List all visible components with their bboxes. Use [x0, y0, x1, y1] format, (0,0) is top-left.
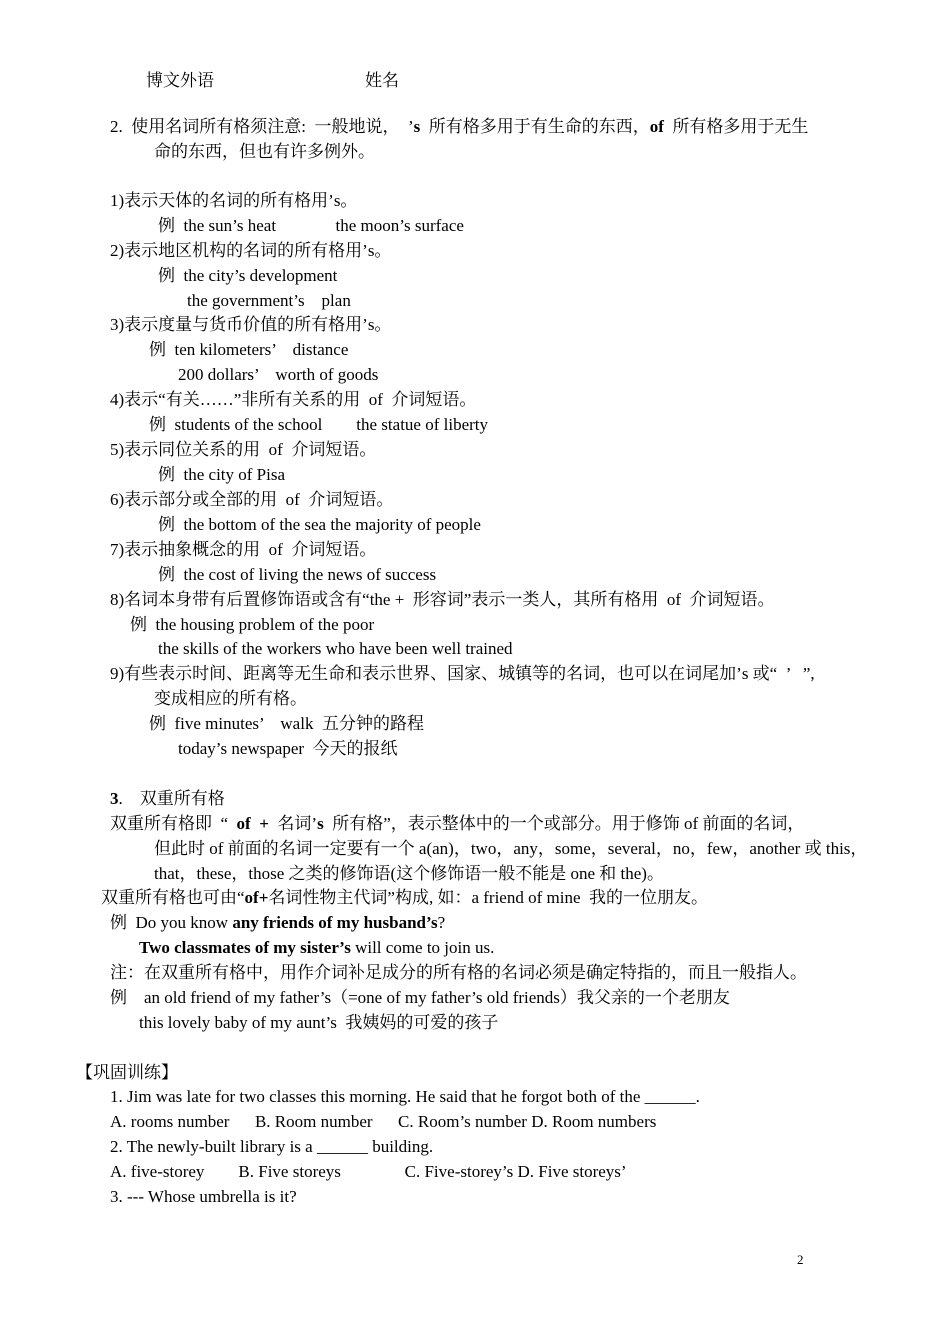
- rule-9-line2: 变成相应的所有格。: [154, 689, 307, 708]
- example1-bold: any friends of my husband’s: [232, 913, 438, 932]
- section3-para1-line2: 但此时 of 前面的名词一定要有一个 a(an)，two，any，some，several，no，few，another 或 this，: [154, 839, 868, 858]
- rule-7-example: 例 the cost of living the news of success: [158, 565, 437, 584]
- section3-title: . 双重所有格: [118, 789, 225, 808]
- school-name: 博文外语: [146, 71, 214, 90]
- section3-para1-line1: [110, 814, 804, 834]
- rule-1-example: 例 the sun’s heat the moon’s surface: [158, 216, 464, 235]
- intro-s-bold: s: [413, 117, 421, 136]
- rule-3-example-2: 200 dollars’ worth of goods: [178, 365, 379, 384]
- page-number: 2: [797, 1252, 804, 1267]
- para2-text-a: 双重所有格也可由“: [101, 888, 245, 907]
- para2-of-bold: of+: [244, 888, 269, 907]
- section3-example-2: [139, 938, 494, 958]
- example2-bold: Two classmates of my sister’s: [139, 938, 351, 957]
- intro-text-c: 所有格多用于无生: [663, 117, 809, 136]
- section3-example-3: 例 an old friend of my father’s（=one of my father’s old friends）我父亲的一个老朋友: [110, 988, 730, 1007]
- rule-8-example-2: the skills of the workers who have been well trained: [158, 639, 513, 658]
- rule-2-example-1: 例 the city’s development: [158, 266, 338, 285]
- para1-of-bold: of +: [236, 814, 269, 833]
- question-3: 3. --- Whose umbrella is it?: [110, 1187, 297, 1206]
- section2-intro-line1: [110, 117, 808, 137]
- rule-8-example-1: 例 the housing problem of the poor: [130, 615, 375, 634]
- example1-text-a: 例 Do you know: [110, 913, 233, 932]
- intro-text-b: 所有格多用于有生命的东西，: [420, 117, 650, 136]
- rule-9-line1: 9)有些表示时间、距离等无生命和表示世界、国家、城镇等的名词，也可以在词尾加’s 或“ ’ ”,: [110, 664, 815, 683]
- practice-title: 【巩固训练】: [76, 1063, 178, 1082]
- rule-9-example-2: today’s newspaper 今天的报纸: [178, 739, 398, 758]
- section3-note: 注：在双重所有格中，用作介词补足成分的所有格的名词必须是确定特指的，而且一般指人。: [110, 963, 807, 982]
- rule-4-example: 例 students of the school the statue of liberty: [149, 415, 488, 434]
- example2-text: will come to join us.: [350, 938, 495, 957]
- intro-of-bold: of: [649, 117, 664, 136]
- rule-2-example-2: the government’s plan: [187, 291, 351, 310]
- section3-example-4: this lovely baby of my aunt’s 我姨妈的可爱的孩子: [139, 1013, 499, 1032]
- para2-text-b: 名词性物主代词”构成, 如：a friend of mine 我的一位朋友。: [268, 888, 708, 907]
- rule-6: 6)表示部分或全部的用 of 介词短语。: [110, 490, 394, 509]
- para1-s-bold: s: [317, 814, 324, 833]
- section3-para1-line3: that，these，those 之类的修饰语(这个修饰语一般不能是 one 和 the)。: [154, 864, 664, 883]
- rule-2: 2)表示地区机构的名词的所有格用’s。: [110, 241, 392, 260]
- section2-intro-line2: 命的东西，但也有许多例外。: [154, 142, 375, 161]
- question-2-options: A. five-storey B. Five storeys C. Five-storey’s D. Five storeys’: [110, 1162, 627, 1181]
- rule-5: 5)表示同位关系的用 of 介词短语。: [110, 440, 377, 459]
- question-1: 1. Jim was late for two classes this morning. He said that he forgot both of the ______.: [110, 1087, 700, 1106]
- rule-3-example-1: 例 ten kilometers’ distance: [149, 340, 349, 359]
- rule-3: 3)表示度量与货币价值的所有格用’s。: [110, 315, 392, 334]
- section3-number: 3: [110, 789, 119, 808]
- rule-9-example-1: 例 five minutes’ walk 五分钟的路程: [149, 714, 424, 733]
- question-2: 2. The newly-built library is a ______ building.: [110, 1137, 434, 1156]
- rule-5-example: 例 the city of Pisa: [158, 465, 286, 484]
- rule-4: 4)表示“有关……”非所有关系的用 of 介词短语。: [110, 390, 477, 409]
- para1-text-b: 名词’: [268, 814, 318, 833]
- question-1-options: A. rooms number B. Room number C. Room’s number D. Room numbers: [110, 1112, 657, 1131]
- section3-example-1: [110, 913, 445, 933]
- rule-8: 8)名词本身带有后置修饰语或含有“the + 形容词”表示一类人，其所有格用 of 介词短语。: [110, 590, 775, 609]
- name-label: 姓名: [365, 71, 399, 90]
- section3-para2: [101, 888, 708, 908]
- rule-7: 7)表示抽象概念的用 of 介词短语。: [110, 540, 377, 559]
- intro-text-a: 2. 使用名词所有格须注意: 一般地说， ’: [110, 117, 414, 136]
- section3-heading: [110, 789, 225, 809]
- example1-text-b: ?: [437, 913, 446, 932]
- para1-text-a: 双重所有格即 “: [110, 814, 237, 833]
- rule-1: 1)表示天体的名词的所有格用’s。: [110, 191, 358, 210]
- rule-6-example: 例 the bottom of the sea the majority of people: [158, 515, 481, 534]
- para1-text-c: 所有格”，表示整体中的一个或部分。用于修饰 of 前面的名词，: [323, 814, 805, 833]
